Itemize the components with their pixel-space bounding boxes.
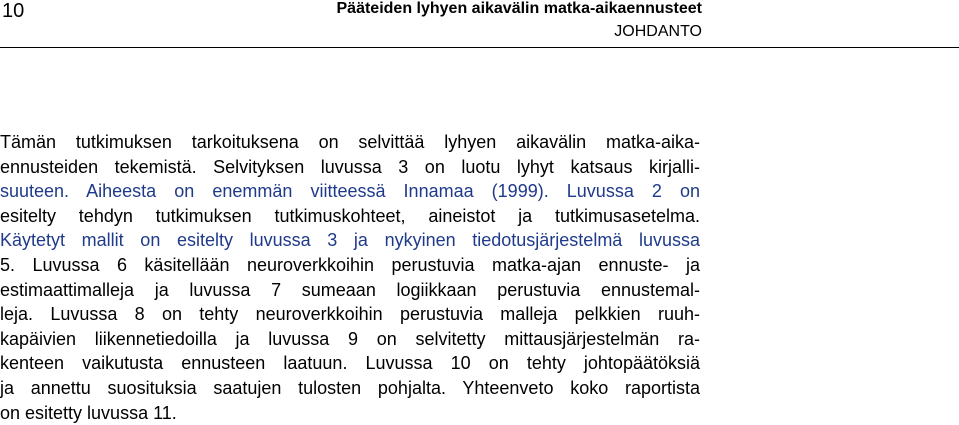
text-line: kenteen vaikutusta ennusteen laatuun. Luvussa 10 on tehty johtopäätöksiä (0, 353, 700, 374)
text-line: ennusteiden tekemistä. Selvityksen luvussa 3 on luotu lyhyt katsaus kirjalli- (0, 156, 700, 177)
text-line: kapäivien liikennetiedoilla ja luvussa 9 on selvitetty mittausjärjestelmän ra- (0, 328, 700, 349)
text-line: suuteen. Aiheesta on enemmän viitteessä Innamaa (1999). Luvussa 2 on (0, 181, 700, 202)
section-name: JOHDANTO (614, 23, 702, 40)
text-line: estimaattimalleja ja luvussa 7 sumeaan logiikkaan perustuvia ennustemal- (0, 279, 700, 300)
text-line: 5. Luvussa 6 käsitellään neuroverkkoihin perustuvia matka-ajan ennuste- ja (0, 254, 700, 275)
text-line: Tämän tutkimuksen tarkoituksena on selvittää lyhyen aikavälin matka-aika- (0, 132, 700, 152)
text-line: ja annettu suosituksia saatujen tulosten pohjalta. Yhteenveto koko raportista (0, 377, 700, 398)
text-line: leja. Luvussa 8 on tehty neuroverkkoihin perustuvia malleja pelkkien ruuh- (0, 304, 700, 325)
body-paragraph (0, 130, 700, 425)
text-line: on esitetty luvussa 11. (0, 402, 177, 423)
text-line: Käytetyt mallit on esitelty luvussa 3 ja nykyinen tiedotusjärjestelmä luvussa (0, 230, 700, 251)
running-title: Pääteiden lyhyen aikavälin matka-aikaennusteet (336, 0, 702, 17)
header-rule (0, 47, 959, 48)
page-number: 10 (2, 0, 25, 22)
text-line: esitelty tehdyn tutkimuksen tutkimuskohteet, aineistot ja tutkimusasetelma. (0, 205, 700, 226)
